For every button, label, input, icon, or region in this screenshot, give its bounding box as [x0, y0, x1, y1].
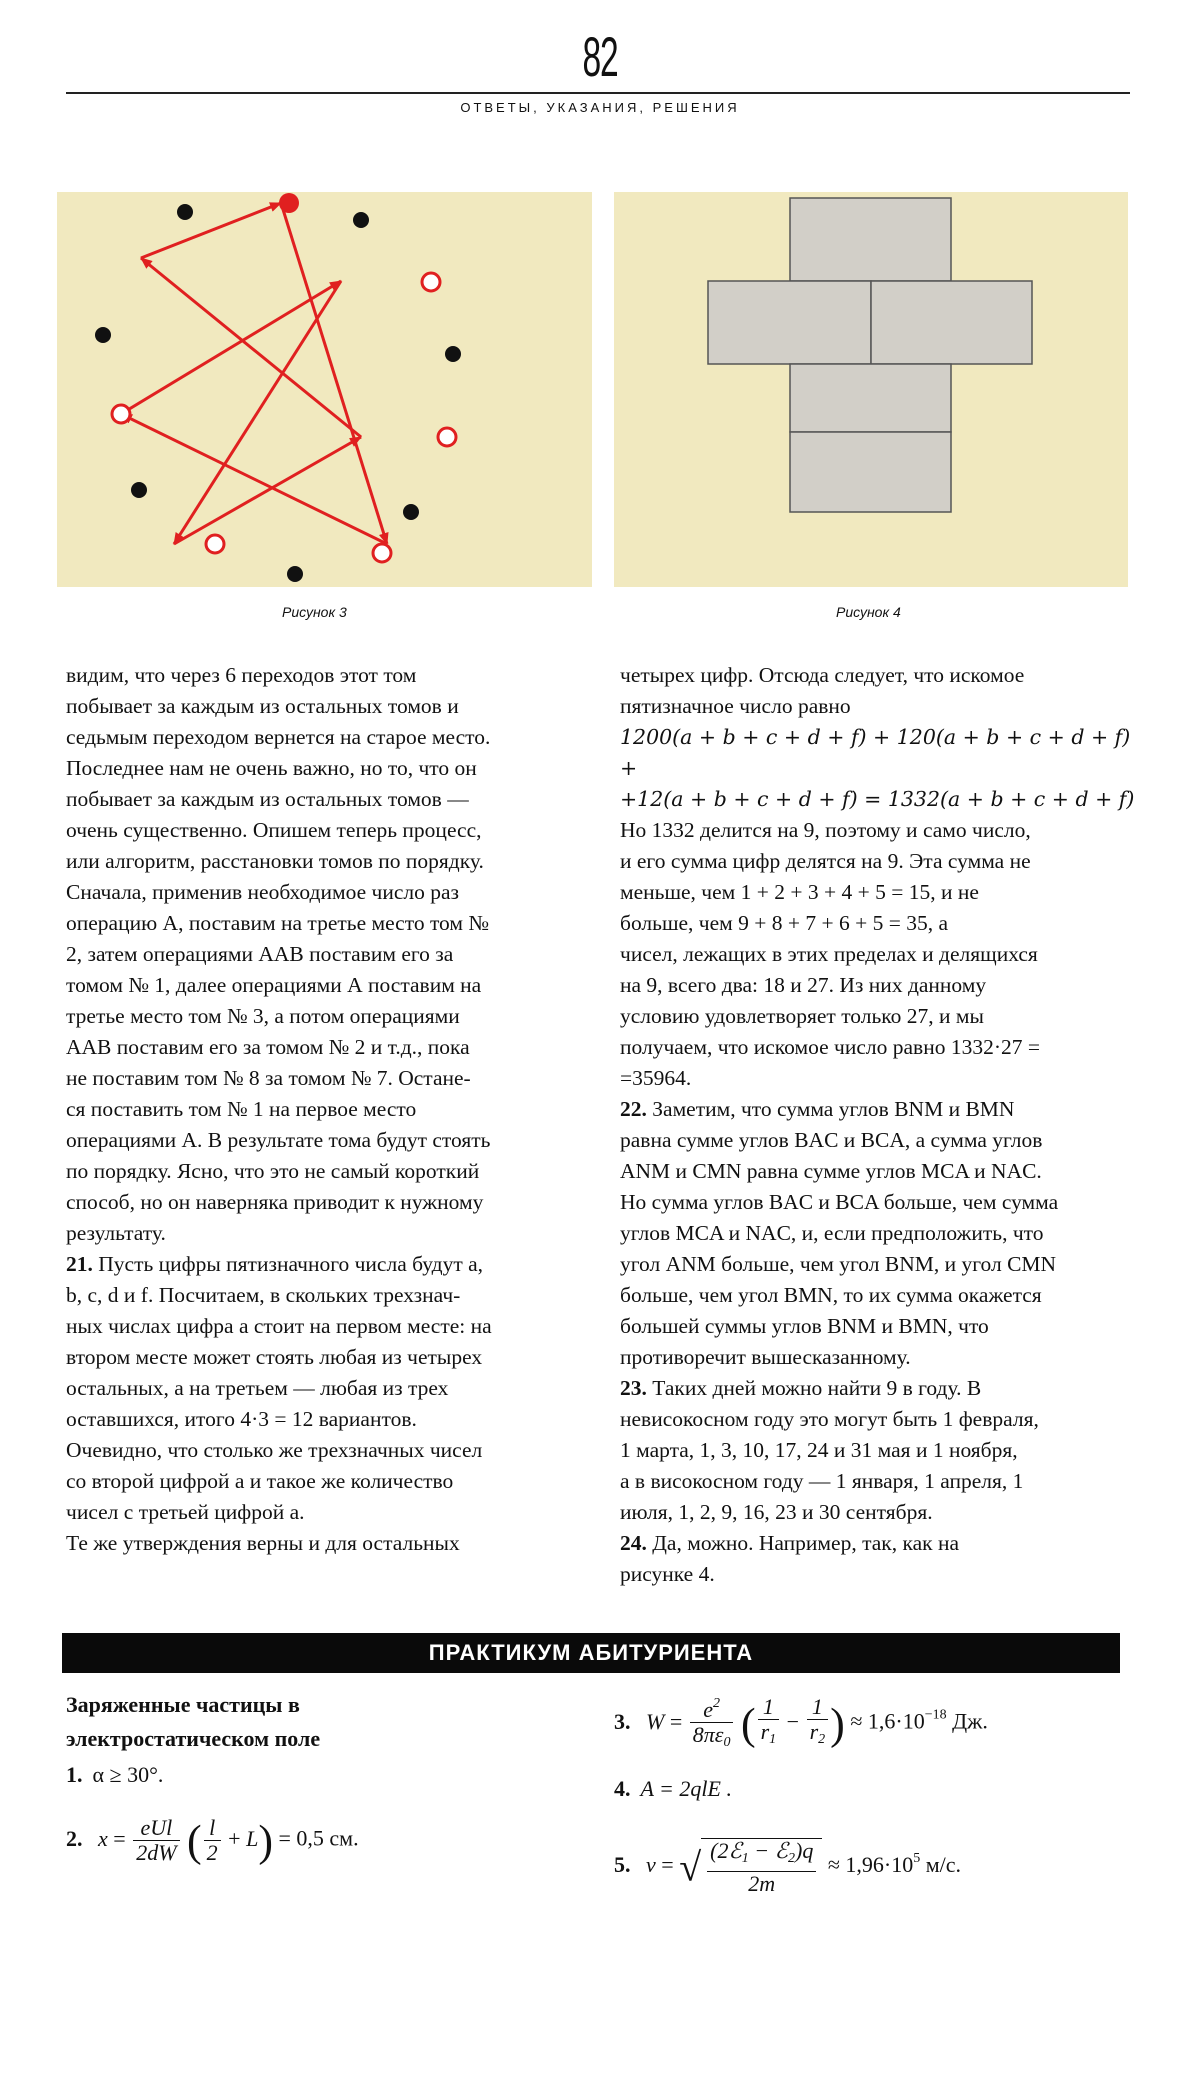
answer-number: 4. [614, 1776, 631, 1801]
answer-result: ≈ 1,6·10 [850, 1708, 925, 1734]
text-line: побывает за каждым из остальных томов — [66, 787, 469, 811]
text-line: большей суммы углов BNM и BMN, что [620, 1314, 989, 1338]
answer-number: 1. [66, 1762, 83, 1787]
text-line: невисокосном году это могут быть 1 февраля, [620, 1407, 1039, 1431]
answer-unit: м/с. [925, 1852, 962, 1878]
black-dot [353, 212, 369, 228]
section-banner: ПРАКТИКУМ АБИТУРИЕНТА [62, 1633, 1120, 1673]
text-line: ных числах цифра a стоит на первом месте: на [66, 1314, 492, 1338]
formula: v = √ $\frac{(2ℰ_1 - ℰ_2)q}{2m}$ [646, 1852, 828, 1877]
text-line: Пусть цифры пятизначного числа будут a, [92, 1252, 484, 1276]
answer-exponent: −18 [924, 1707, 947, 1723]
text-line: противоречит вышесказанному. [620, 1345, 911, 1369]
answer-2 [66, 1815, 359, 1866]
text-line: а в високосном году — 1 января, 1 апреля, 1 [620, 1469, 1024, 1493]
black-dot [403, 504, 419, 520]
net-tile [708, 281, 871, 364]
answer-text: A = 2qlE . [640, 1776, 732, 1801]
black-dot [177, 204, 193, 220]
text-line: со второй цифрой a и такое же количество [66, 1469, 454, 1493]
text-line: третье место том № 3, а потом операциями [66, 1004, 460, 1028]
figure-4-diagram [614, 192, 1128, 587]
text-line: ААВ поставим его за томом № 2 и т.д., пока [66, 1035, 470, 1059]
text-line: Но 1332 делится на 9, поэтому и само число, [620, 818, 1031, 842]
answer-text: α ≥ 30°. [92, 1762, 164, 1787]
red-filled-dot [279, 193, 299, 213]
header-rule [66, 92, 1130, 94]
text-line: остальных, а на третьем — любая из трех [66, 1376, 449, 1400]
text-line: побывает за каждым из остальных томов и [66, 694, 459, 718]
problem-22-number: 22. [620, 1097, 647, 1121]
black-dot [95, 327, 111, 343]
text-line: Таких дней можно найти 9 в году. В [646, 1376, 982, 1400]
title-line: электростатическом поле [66, 1726, 321, 1751]
left-column [66, 660, 576, 1559]
formula-line: +12(a + b + c + d + f) = 1332(a + b + c + d + f) [620, 787, 1135, 811]
problem-24-first-line [620, 1528, 1136, 1559]
text-line: рисунке 4. [620, 1562, 715, 1586]
answer-3 [614, 1692, 988, 1755]
problem-22-first-line [620, 1094, 1136, 1125]
text-line: углов MCA и NAC, и, если предположить, что [620, 1221, 1044, 1245]
text-line: чисел с третьей цифрой a. [66, 1500, 305, 1524]
answer-exponent: 5 [913, 1851, 921, 1867]
figure-4-caption: Рисунок 4 [836, 604, 901, 620]
text-line: томом № 1, далее операциями А поставим на [66, 973, 482, 997]
problem-23-number: 23. [620, 1376, 647, 1400]
text-line: 2, затем операциями ААВ поставим его за [66, 942, 454, 966]
text-line: видим, что через 6 переходов этот том [66, 663, 417, 687]
arrow-paths [121, 203, 387, 544]
black-dot [287, 566, 303, 582]
red-open-dot [438, 428, 456, 446]
text-line: Заметим, что сумма углов BNM и BMN [646, 1097, 1015, 1121]
text-line: условию удовлетворяет только 27, и мы [620, 1004, 984, 1028]
answer-1 [66, 1762, 163, 1788]
answer-number: 5. [614, 1852, 631, 1878]
net-tile [790, 364, 951, 432]
net-tile [790, 198, 951, 281]
text-line: и его сумма цифр делятся на 9. Эта сумма не [620, 849, 1031, 873]
title-line: Заряженные частицы в [66, 1692, 300, 1717]
figure-4 [614, 192, 1128, 587]
net-tile [790, 432, 951, 512]
text-line: седьмым переходом вернется на старое место. [66, 725, 491, 749]
text-line: =35964. [620, 1066, 692, 1090]
text-line: оставшихся, итого 4·3 = 12 вариантов. [66, 1407, 417, 1431]
black-dot [131, 482, 147, 498]
text-line: июля, 1, 2, 9, 16, 23 и 30 сентября. [620, 1500, 933, 1524]
text-line: b, c, d и f. Посчитаем, в скольких трехзнач- [66, 1283, 461, 1307]
text-line: Очевидно, что столько же трехзначных чисел [66, 1438, 483, 1462]
text-line: втором месте может стоять любая из четырех [66, 1345, 483, 1369]
text-line: 1 марта, 1, 3, 10, 17, 24 и 31 мая и 1 ноября, [620, 1438, 1018, 1462]
red-open-dot [206, 535, 224, 553]
red-open-dot [422, 273, 440, 291]
answer-number: 2. [66, 1825, 83, 1851]
text-line: Последнее нам не очень важно, но то, что он [66, 756, 477, 780]
figure-3 [57, 192, 592, 587]
text-line: очень существенно. Опишем теперь процесс, [66, 818, 482, 842]
text-line: больше, чем угол BMN, то их сумма окажется [620, 1283, 1042, 1307]
text-line: чисел, лежащих в этих пределах и делящихся [620, 942, 1038, 966]
formula: W = $\frac{e^2}{8\pi\varepsilon_0}$ ( $\frac{1}{r_1}$ − $\frac{1}{r_2}$ ) [646, 1694, 845, 1750]
text-line: результату. [66, 1221, 166, 1245]
text-line: Да, можно. Например, так, как на [646, 1531, 960, 1555]
problem-21-first-line [66, 1249, 576, 1280]
page-number: 82 [582, 25, 618, 88]
text-line: на 9, всего два: 18 и 27. Из них данному [620, 973, 987, 997]
red-open-dot [112, 405, 130, 423]
text-line: операциями А. В результате тома будут стоять [66, 1128, 491, 1152]
problem-24-number: 24. [620, 1531, 647, 1555]
text-line: способ, но он наверняка приводит к нужному [66, 1190, 484, 1214]
answer-number: 3. [614, 1708, 631, 1734]
answer-unit: Дж. [952, 1708, 988, 1734]
answer-result: ≈ 1,96·10 [827, 1852, 914, 1878]
text-line: не поставим том № 8 за томом № 7. Остане- [66, 1066, 471, 1090]
black-dot [445, 346, 461, 362]
text-line: меньше, чем 1 + 2 + 3 + 4 + 5 = 15, и не [620, 880, 979, 904]
answer-5 [614, 1838, 961, 1896]
text-line: угол ANM больше, чем угол BNM, и угол CMN [620, 1252, 1057, 1276]
figure-3-caption: Рисунок 3 [282, 604, 347, 620]
red-open-dot [373, 544, 391, 562]
formula-line: 1200(a + b + c + d + f) + 120(a + b + c + d + f) + [620, 725, 1131, 780]
practicum-title [66, 1688, 320, 1756]
text-line: по порядку. Ясно, что это не самый короткий [66, 1159, 480, 1183]
text-line: Сначала, применив необходимое число раз [66, 880, 460, 904]
right-column [620, 660, 1136, 1590]
text-line: ANM и CMN равна сумме углов MCA и NAC. [620, 1159, 1042, 1183]
text-line: ся поставить том № 1 на первое место [66, 1097, 417, 1121]
net-tile [871, 281, 1032, 364]
text-line: или алгоритм, расстановки томов по порядку. [66, 849, 484, 873]
problem-21-number: 21. [66, 1252, 93, 1276]
black-dots [95, 204, 461, 582]
text-line: Но сумма углов BAC и BCA больше, чем сумма [620, 1190, 1059, 1214]
running-head: ОТВЕТЫ, УКАЗАНИЯ, РЕШЕНИЯ [460, 100, 740, 115]
text-line: равна сумме углов BAC и BCA, а сумма углов [620, 1128, 1043, 1152]
text-line: Те же утверждения верны и для остальных [66, 1531, 460, 1555]
problem-23-first-line [620, 1373, 1136, 1404]
figure-3-diagram [57, 192, 592, 587]
text-line: больше, чем 9 + 8 + 7 + 6 + 5 = 35, а [620, 911, 949, 935]
text-line: получаем, что искомое число равно 1332·27 = [620, 1035, 1040, 1059]
text-line: пятизначное число равно [620, 694, 851, 718]
text-line: операцию А, поставим на третье место том № [66, 911, 489, 935]
text-line: четырех цифр. Отсюда следует, что искомое [620, 663, 1025, 687]
answer-result: = 0,5 см. [278, 1825, 359, 1851]
formula: x = $\frac{\text{eUl}}{2dW}$ ( $\frac{l}{2}$ + L) [98, 1815, 273, 1865]
answer-4 [614, 1776, 732, 1802]
